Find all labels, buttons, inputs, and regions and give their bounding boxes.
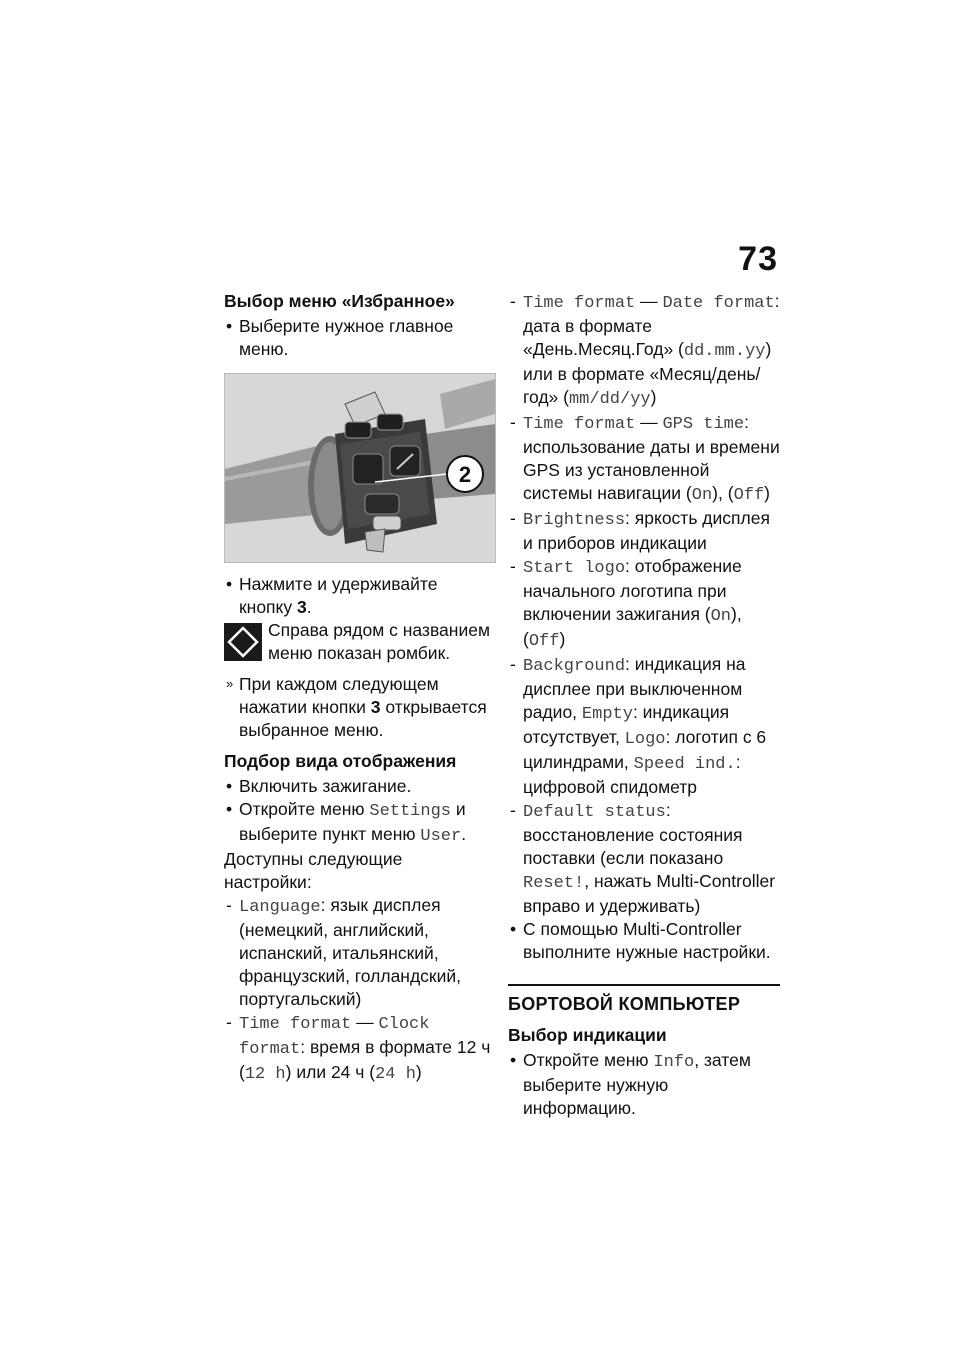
setting-date-format: - Time format — Date format: дата в формате «День.Месяц.Год» (dd.mm.yy) или в формате «Месяц/день/год» (mm/dd/yy)	[508, 290, 780, 411]
step-open-info: • Откройте меню Info, затем выберите нужную информацию.	[508, 1049, 780, 1120]
heading-display-selection: Подбор вида отображения	[224, 751, 457, 771]
right-column	[508, 290, 780, 1120]
setting-brightness: - Brightness: яркость дисплея и приборов индикации	[508, 507, 780, 555]
step-multi-controller: • С помощью Multi-Controller выполните нужные настройки.	[508, 918, 780, 964]
available-settings-text: Доступны следующие настройки:	[224, 849, 403, 892]
note-text: Справа рядом с названием меню показан ромбик.	[268, 620, 490, 663]
step-open-settings: • Откройте меню Settings и выберите пункт меню User.	[224, 798, 494, 848]
setting-start-logo: - Start logo: отображение начального логотипа при включении зажигания (On), (Off)	[508, 555, 780, 653]
callout-label: 2	[458, 462, 472, 487]
handlebar-controls-figure	[224, 373, 496, 563]
step-ignition-on: • Включить зажигание.	[224, 775, 494, 798]
result-open-favorite: » При каждом следующем нажатии кнопки 3 открывается выбранное меню.	[224, 673, 494, 742]
left-column	[224, 290, 494, 1086]
diamond-note-icon	[224, 623, 262, 661]
setting-clock-format: - Time format — Clock format: время в формате 12 ч (12 h) или 24 ч (24 h)	[224, 1011, 494, 1086]
diamond-note	[224, 619, 494, 665]
setting-gps-time: - Time format — GPS time: использование даты и времени GPS из установленной системы навигации (On), (Off)	[508, 411, 780, 507]
heading-onboard-computer: БОРТОВОЙ КОМПЬЮТЕР	[508, 984, 780, 1016]
step-hold-button: • Нажмите и удерживайте кнопку 3.	[224, 573, 494, 619]
step-select-main-menu: • Выберите нужное главное меню.	[224, 315, 494, 361]
page-number: 73	[738, 240, 778, 278]
setting-background: - Background: индикация на дисплее при выключенном радио, Empty: индикация отсутствует, Logo: логотип с 6 цилиндрами, Speed ind.: цифровой спидометр	[508, 653, 780, 799]
heading-select-display: Выбор индикации	[508, 1025, 667, 1045]
setting-default-status: - Default status: восстановление состояния поставки (если показано Reset!, нажать Multi-Controller вправо и удерживать)	[508, 799, 780, 918]
setting-language: - Language: язык дисплея (немецкий, английский, испанский, итальянский, французский, голландский, португальский)	[224, 894, 494, 1011]
handlebar-switch-illustration	[225, 374, 495, 562]
heading-favorites-menu: Выбор меню «Избранное»	[224, 291, 455, 311]
